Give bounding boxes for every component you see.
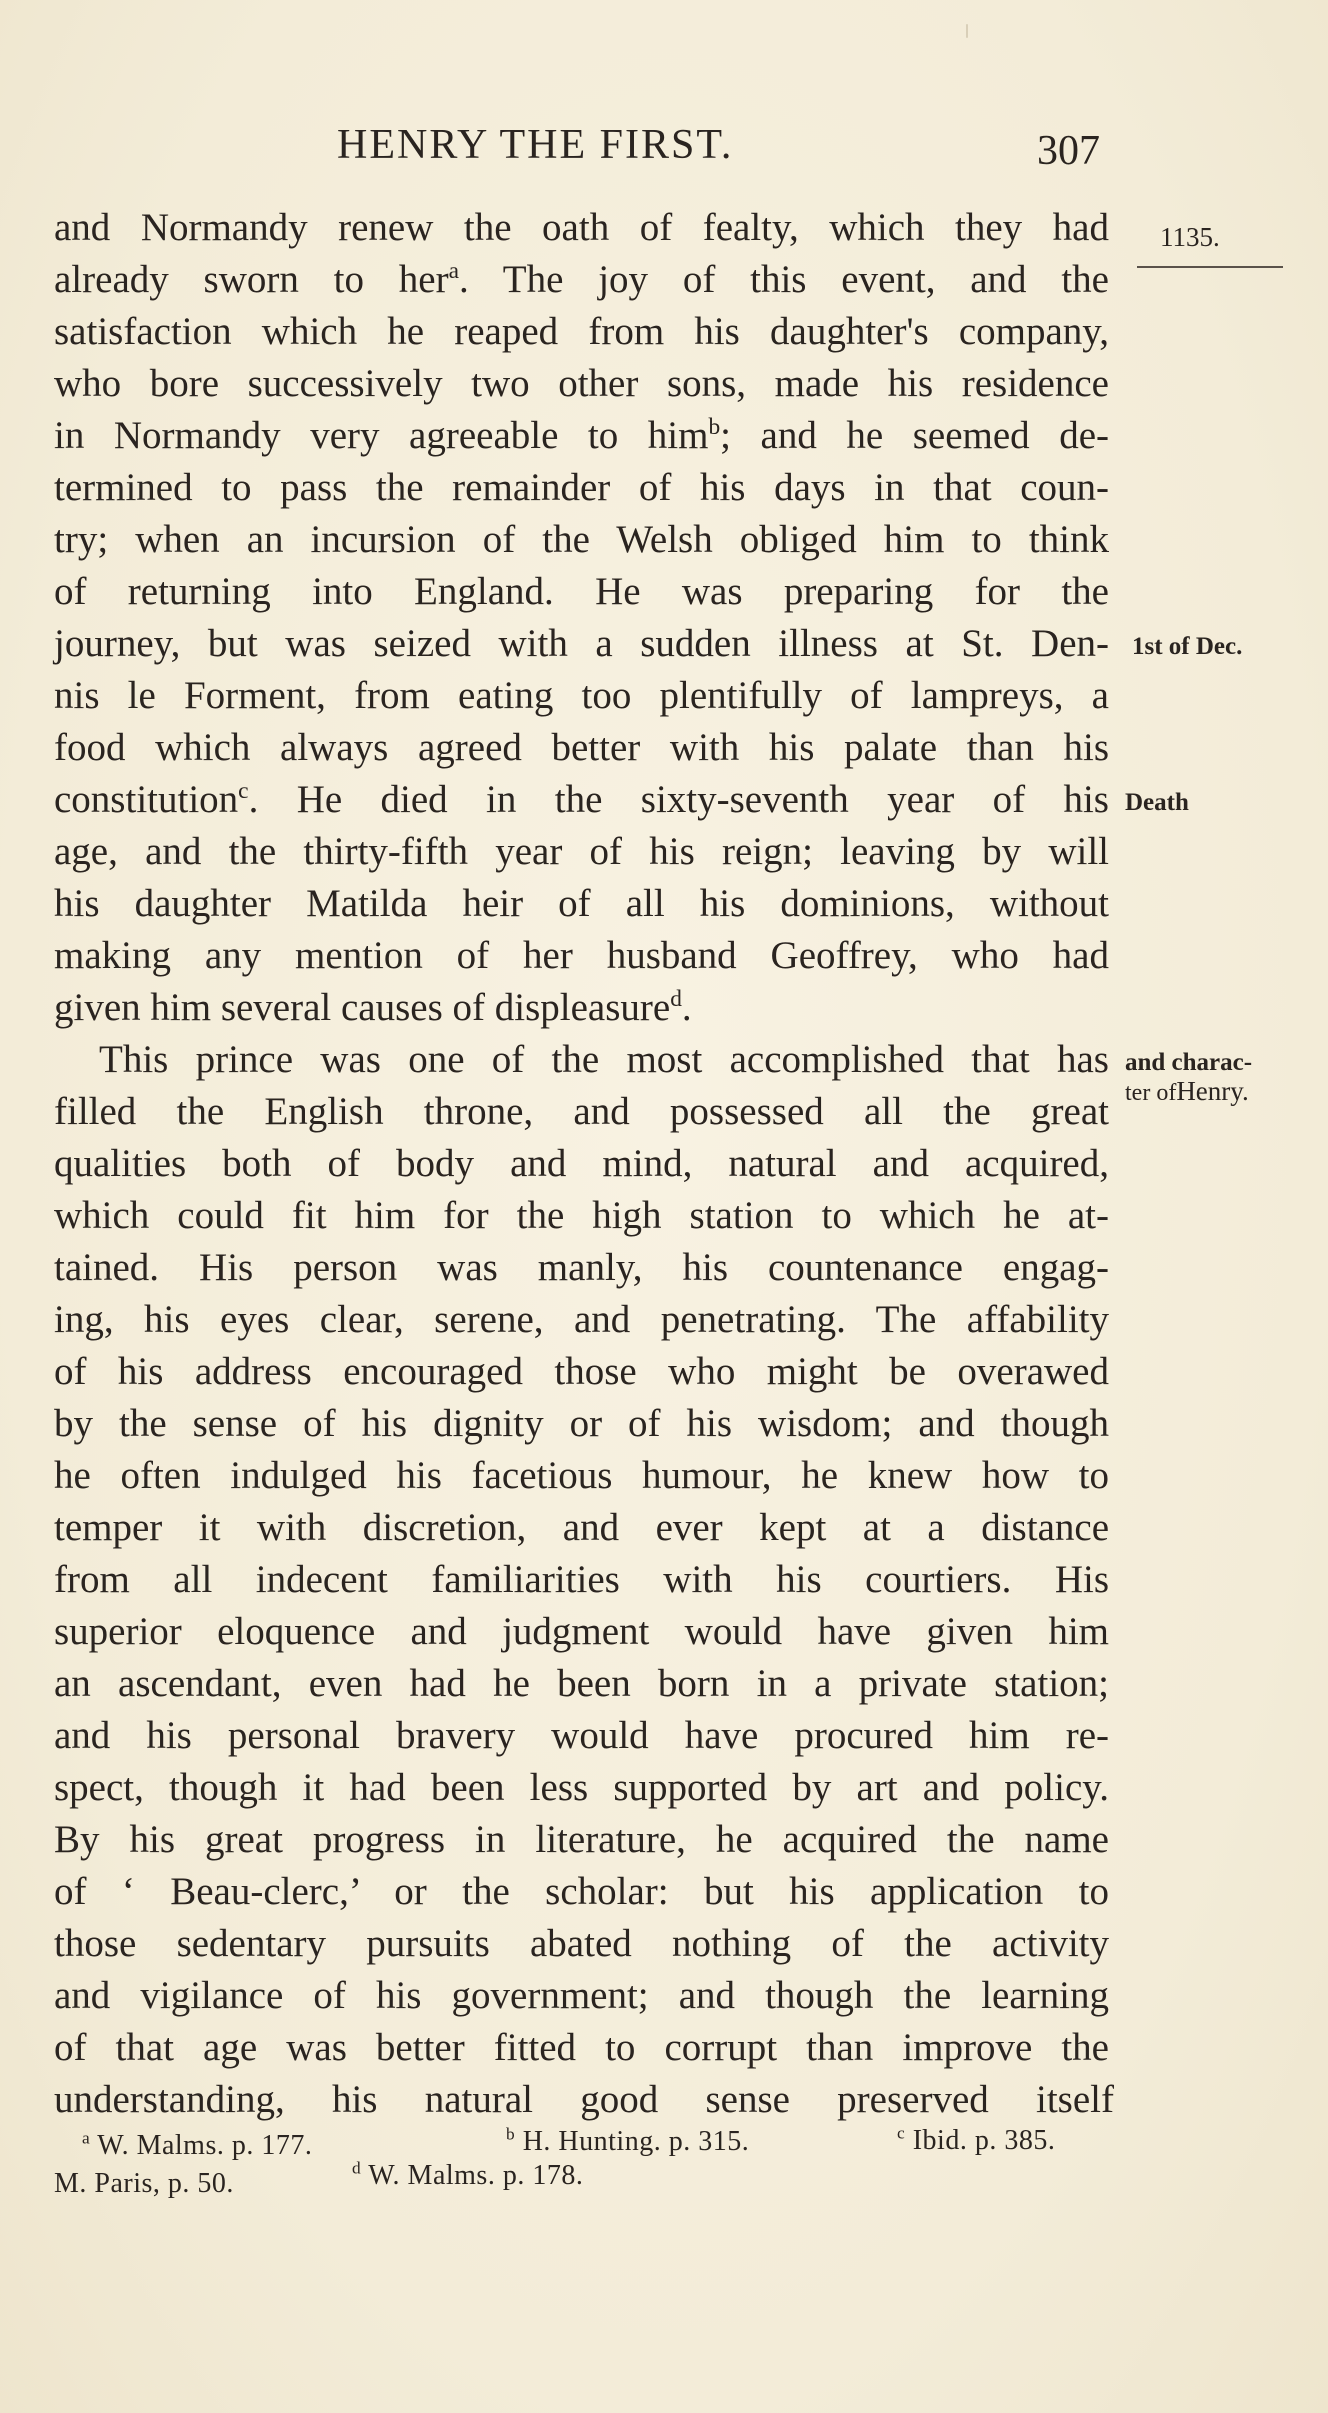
footnote-a: $^a$ W. Malms. p. 177. [82,2128,313,2161]
footnote-d: $^d$ W. Malms. p. 178. [352,2158,584,2191]
text-line: By his great progress in literature, he acquired the name [54,1818,1109,1861]
text-line: understanding, his natural good sense preserved itself [54,2078,1114,2121]
footnote-b: $^b$ H. Hunting. p. 315. [506,2124,750,2157]
text-line: nis le Forment, from eating too plentifully of lampreys, a [54,674,1109,717]
margin-note-date: 1st of Dec. [1132,633,1243,660]
text-line: who bore successively two other sons, made his residence [54,362,1109,405]
text-line: try; when an incursion of the Welsh obliged him to think [54,518,1109,561]
text-line: temper it with discretion, and ever kept at a distance [54,1506,1109,1549]
footnote-c: $^c$ Ibid. p. 385. [897,2123,1056,2156]
text-line: already sworn to her$^a$. The joy of this event, and the [54,258,1109,301]
text-line: spect, though it had been less supported by art and policy. [54,1766,1109,1809]
text-line: from all indecent familiarities with his courtiers. His [54,1558,1109,1601]
text-line: termined to pass the remainder of his days in that coun- [54,466,1109,509]
note-ref-b: b [708,414,721,440]
text-line: tained. His person was manly, his countenance engag- [54,1246,1109,1289]
text-line: making any mention of her husband Geoffrey, who had [54,934,1109,977]
text-line: superior eloquence and judgment would have given him [54,1610,1109,1653]
text-line: in Normandy very agreeable to him$^b$; and he seemed de- [54,414,1109,457]
text-line: by the sense of his dignity or of his wisdom; and though [54,1402,1109,1445]
text-line: an ascendant, even had he been born in a private station; [54,1662,1109,1705]
text-line: of returning into England. He was preparing for the [54,570,1109,613]
paper-speck [966,24,968,38]
note-ref-a: a [448,258,459,284]
margin-rule [1137,266,1283,268]
text-line: ing, his eyes clear, serene, and penetrating. The affability [54,1298,1109,1341]
footnote-c-continued: M. Paris, p. 50. [54,2168,234,2199]
margin-note-character-2: ter ofHenry. [1125,1076,1249,1106]
text-line: qualities both of body and mind, natural and acquired, [54,1142,1109,1185]
text-line: given him several causes of displeasure$^d$. [54,986,692,1029]
text-line: constitution$^c$. He died in the sixty-seventh year of his [54,778,1109,821]
text-line: and Normandy renew the oath of fealty, which they had [54,206,1109,249]
page-number: 307 [1037,128,1100,174]
text-line: of that age was better fitted to corrupt than improve the [54,2026,1109,2069]
text-line: and vigilance of his government; and though the learning [54,1974,1109,2017]
running-title: HENRY THE FIRST. [337,122,734,168]
text-line: his daughter Matilda heir of all his dominions, without [54,882,1109,925]
margin-note-death: Death [1125,789,1189,816]
text-line: those sedentary pursuits abated nothing of the activity [54,1922,1109,1965]
margin-note-year: 1135. [1160,222,1220,252]
text-line: food which always agreed better with his palate than his [54,726,1109,769]
text-line: filled the English throne, and possessed all the great [54,1090,1109,1133]
text-line: satisfaction which he reaped from his daughter's company, [54,310,1109,353]
text-line: of his address encouraged those who might be overawed [54,1350,1109,1393]
text-line: This prince was one of the most accomplished that has [99,1038,1109,1081]
text-line: which could fit him for the high station to which he at- [54,1194,1109,1237]
text-line: of ‘ Beau-clerc,’ or the scholar: but his application to [54,1870,1109,1913]
text-line: and his personal bravery would have procured him re- [54,1714,1109,1757]
margin-note-character-1: and charac- [1125,1049,1253,1076]
text-line: journey, but was seized with a sudden illness at St. Den- [54,622,1109,665]
text-line: age, and the thirty-fifth year of his reign; leaving by will [54,830,1109,873]
note-ref-d: d [670,986,682,1012]
text-line: he often indulged his facetious humour, he knew how to [54,1454,1109,1497]
note-ref-c: c [238,778,249,804]
